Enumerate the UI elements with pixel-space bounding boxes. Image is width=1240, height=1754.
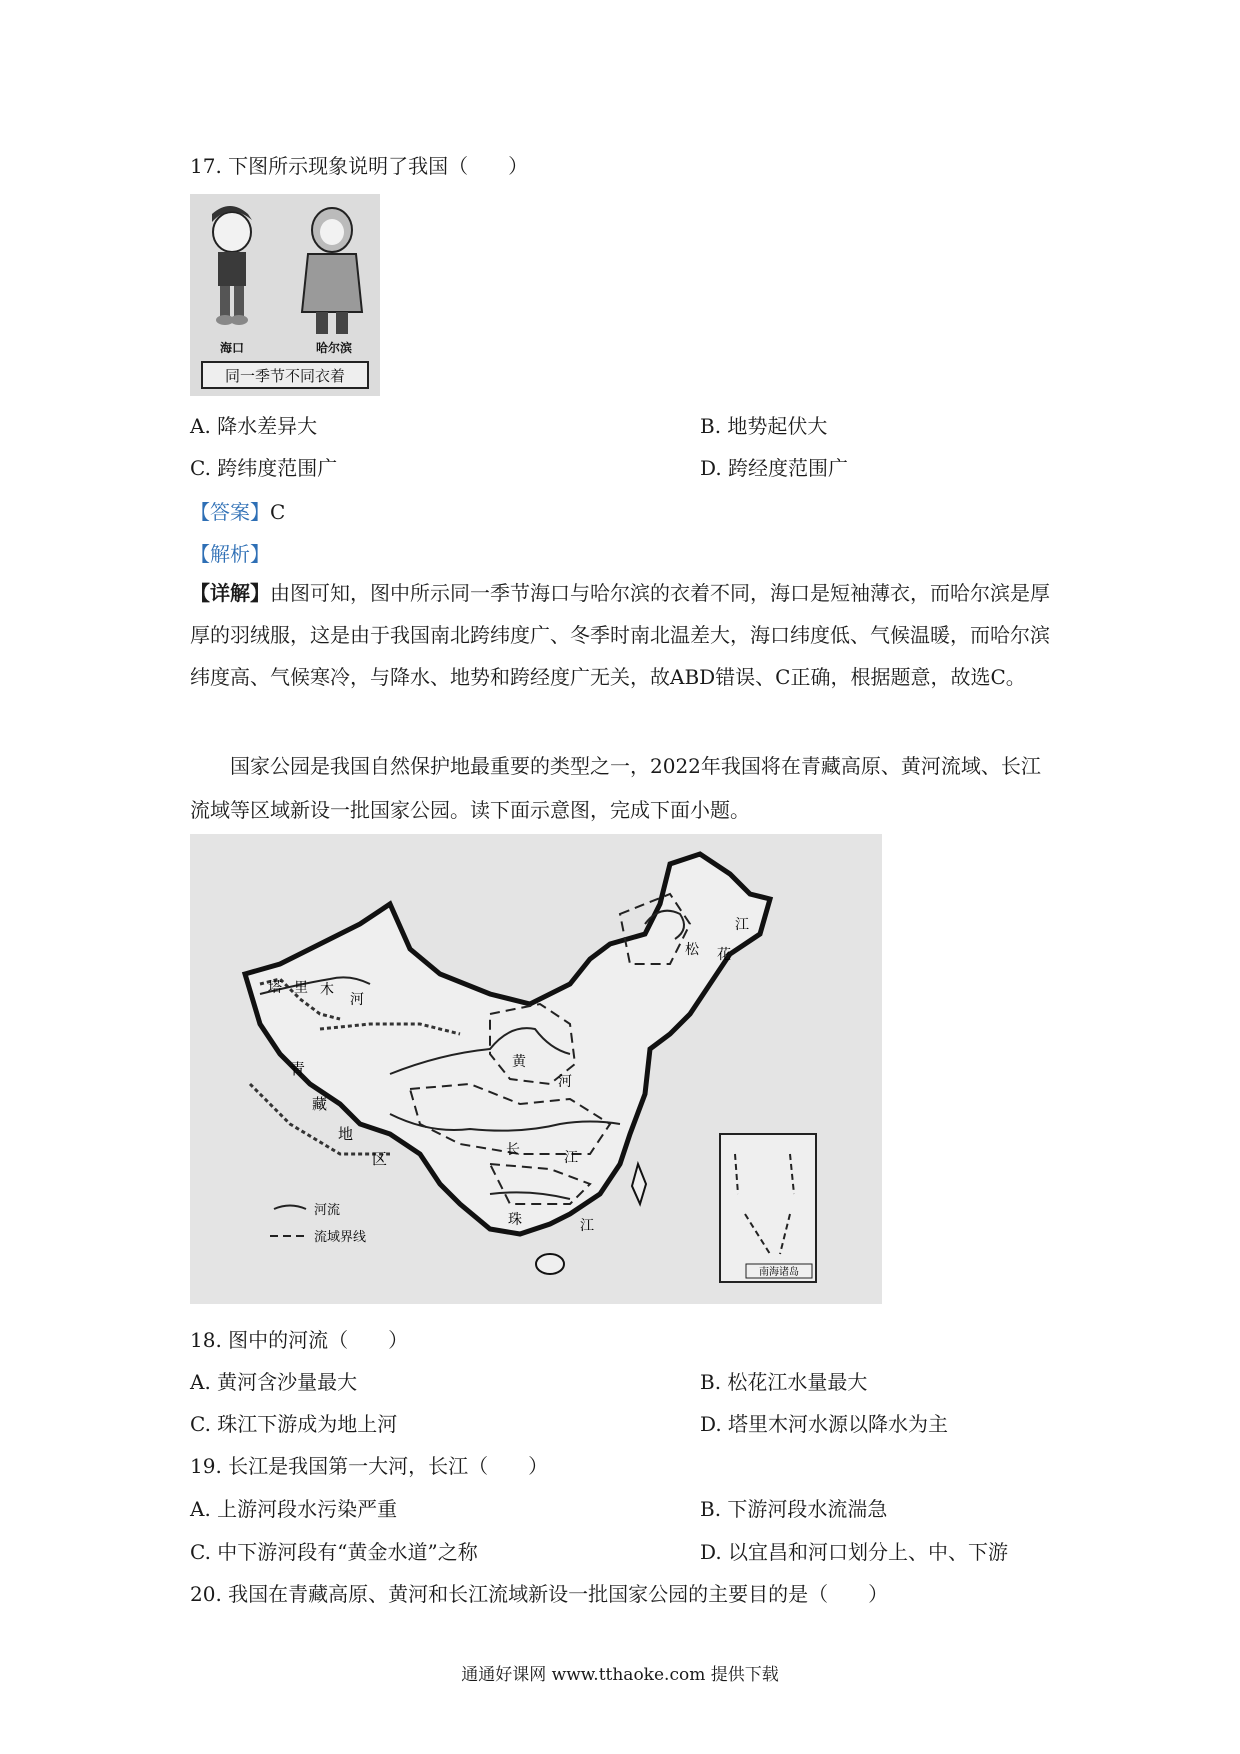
- right-city-label: 哈尔滨: [316, 341, 353, 355]
- zhu-char-1: 珠: [508, 1212, 522, 1228]
- q17-option-a: A. 降水差异大: [190, 414, 318, 438]
- yangtze-char-2: 江: [564, 1150, 578, 1166]
- q17-option-d: D. 跨经度范围广: [700, 456, 849, 480]
- songhua-char-1: 松: [685, 942, 699, 958]
- q17-option-b: B. 地势起伏大: [700, 414, 828, 438]
- detail-text: 由图可知，图中所示同一季节海口与哈尔滨的衣着不同，海口是短袖薄衣，而哈尔滨是厚厚的羽绒服，这是由于我国南北跨纬度广、冬季时南北温差大，海口纬度低、气候温暖，而哈尔滨纬度高、气候寒冷，与降水、地势和跨经度广无关，故ABD错误、C正确，根据题意，故选C。: [190, 581, 1050, 689]
- q17-detail: [190, 572, 1058, 698]
- songhua-char-3: 江: [735, 917, 749, 933]
- tarim-char-4: 河: [350, 992, 364, 1008]
- tarim-char-1: 塔: [268, 980, 282, 996]
- region-char-4: 区: [372, 1150, 388, 1168]
- answer-label: 【答案】: [190, 500, 270, 524]
- q19-stem: 19. 长江是我国第一大河，长江（ ）: [190, 1454, 549, 1478]
- china-river-map: [190, 834, 882, 1304]
- page-footer: 通通好课网 www.tthaoke.com 提供下载: [461, 1665, 779, 1685]
- q19-option-d: D. 以宜昌和河口划分上、中、下游: [700, 1540, 1009, 1564]
- q17-option-c: C. 跨纬度范围广: [190, 456, 338, 480]
- q20-stem: 20. 我国在青藏高原、黄河和长江流域新设一批国家公园的主要目的是（ ）: [190, 1582, 889, 1606]
- china-map-svg: [190, 834, 882, 1304]
- q17-figure: [190, 194, 380, 396]
- region-char-1: 青: [290, 1060, 306, 1078]
- q17-stem: 17. 下图所示现象说明了我国（ ）: [190, 154, 529, 178]
- detail-label: 【详解】: [190, 581, 270, 605]
- region-char-2: 藏: [312, 1095, 328, 1113]
- q18-option-d: D. 塔里木河水源以降水为主: [700, 1412, 949, 1436]
- tarim-char-3: 木: [320, 982, 334, 998]
- q18-option-c: C. 珠江下游成为地上河: [190, 1412, 398, 1436]
- yangtze-char-1: 长: [506, 1142, 520, 1158]
- legend-boundary-label: 流域界线: [314, 1230, 367, 1245]
- clothing-illustration: [190, 194, 380, 396]
- zhu-char-2: 江: [580, 1218, 594, 1234]
- q17-answer: [190, 496, 285, 525]
- region-char-3: 地: [338, 1125, 354, 1143]
- yellow-char-2: 河: [558, 1074, 572, 1090]
- q18-option-a: A. 黄河含沙量最大: [190, 1370, 358, 1394]
- q19-option-a: A. 上游河段水污染严重: [190, 1497, 398, 1521]
- tarim-char-2: 里: [294, 980, 308, 996]
- q18-option-b: B. 松花江水量最大: [700, 1370, 868, 1394]
- legend-river-label: 河流: [314, 1203, 341, 1218]
- q19-option-b: B. 下游河段水流湍急: [700, 1497, 888, 1521]
- songhua-char-2: 花: [717, 947, 731, 963]
- answer-value: C: [270, 500, 286, 524]
- passage-intro: 国家公园是我国自然保护地最重要的类型之一，2022年我国将在青藏高原、黄河流域、长江流域等区域新设一批国家公园。读下面示意图，完成下面小题。: [190, 754, 1041, 822]
- q17-analysis-label: 【解析】: [190, 542, 270, 566]
- inset-label: 南海诸岛: [759, 1267, 799, 1278]
- yellow-char-1: 黄: [512, 1054, 526, 1070]
- q19-option-c: C. 中下游河段有“黄金水道”之称: [190, 1540, 478, 1564]
- q18-stem: 18. 图中的河流（ ）: [190, 1328, 409, 1352]
- figure-caption: 同一季节不同衣着: [224, 367, 346, 385]
- left-city-label: 海口: [220, 341, 245, 355]
- hainan-island: [536, 1254, 564, 1274]
